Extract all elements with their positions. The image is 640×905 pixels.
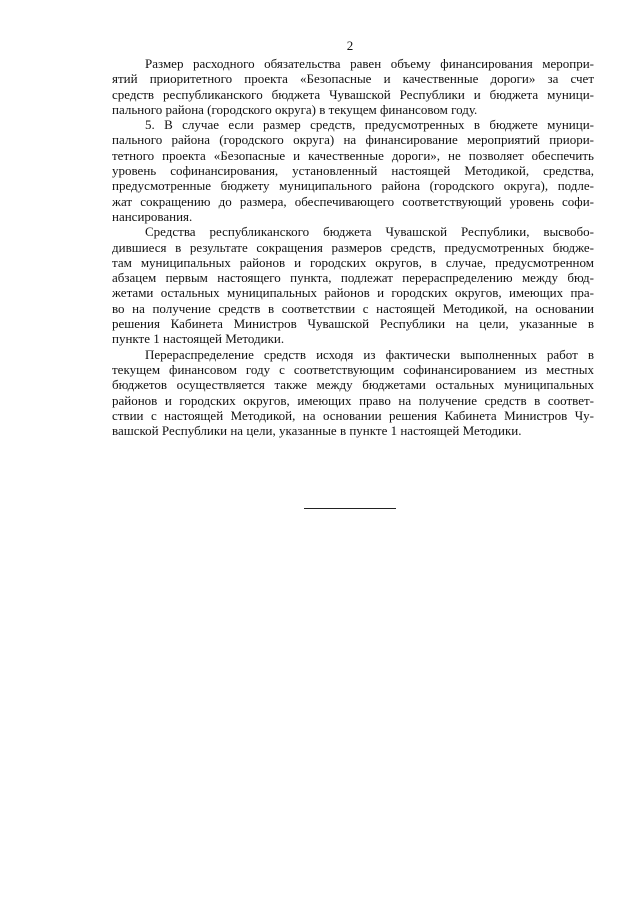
text-line: пального района (городского округа) в текущем финансовом году. [112,101,478,117]
text-line: 5. В случае если размер средств, предусмотренных в бюджете муници- [145,117,594,133]
paragraph-redistribution [112,347,594,439]
text-line: предусмотренные бюджету муниципального района (городского округа), подле- [112,178,594,194]
text-line: Размер расходного обязательства равен объему финансирования меропри- [145,56,594,71]
text-line: средств республиканского бюджета Чувашской Республики и бюджета муници- [112,86,594,102]
text-line: нансирования. [112,208,193,224]
page-number: 2 [346,38,354,53]
text-line: жетами остальных муниципальных районов и городских округов, имеющих пра- [112,285,594,301]
text-line: Перераспределение средств исходя из фактически выполненных работ в [145,346,594,362]
text-line: районов и городских округов, имеющих право на получение средств в соответ- [112,392,594,408]
text-line: жат сокращению до размера, обеспечивающего соответствующий уровень софи- [112,193,594,209]
text-line: абзацем первым настоящего пункта, подлежат перераспределению между бюд- [112,270,594,286]
text-line: тетного проекта «Безопасные и качественные дороги», не позволяет обеспечить [112,147,594,163]
end-of-document-rule [304,508,396,509]
text-line: ятий приоритетного проекта «Безопасные и качественные дороги» за счет [112,71,594,87]
text-line: вашской Республики на цели, указанные в пункте 1 настоящей Методики. [112,423,522,439]
text-line: пункте 1 настоящей Методики. [112,331,285,347]
text-line: бюджетов осуществляется также между бюджетами остальных муниципальных [112,377,594,393]
text-line: ствии с настоящей Методикой, на основании решения Кабинета Министров Чу- [112,407,594,423]
text-line: дившиеся в результате сокращения размеров средств, предусмотренных бюдже- [112,239,594,255]
text-line: решения Кабинета Министров Чувашской Республики на цели, указанные в [112,316,594,332]
document-body [112,56,594,438]
text-line: там муниципальных районов и городских округов, в случае, предусмотренном [112,254,594,270]
text-line: уровень софинансирования, установленный настоящей Методикой, средства, [112,163,594,179]
text-line: во на получение средств в соответствии с настоящей Методикой, на основании [112,300,594,316]
paragraph-item-5 [112,117,594,224]
text-line: Средства республиканского бюджета Чувашской Республики, высвобо- [145,224,594,240]
text-line: пального района (городского округа) на финансирование мероприятий приори- [112,132,594,148]
text-line: текущем финансовом году с соответствующим софинансированием из местных [112,361,594,377]
paragraph-released-funds [112,224,594,346]
paragraph-size-of-obligation [112,56,594,117]
